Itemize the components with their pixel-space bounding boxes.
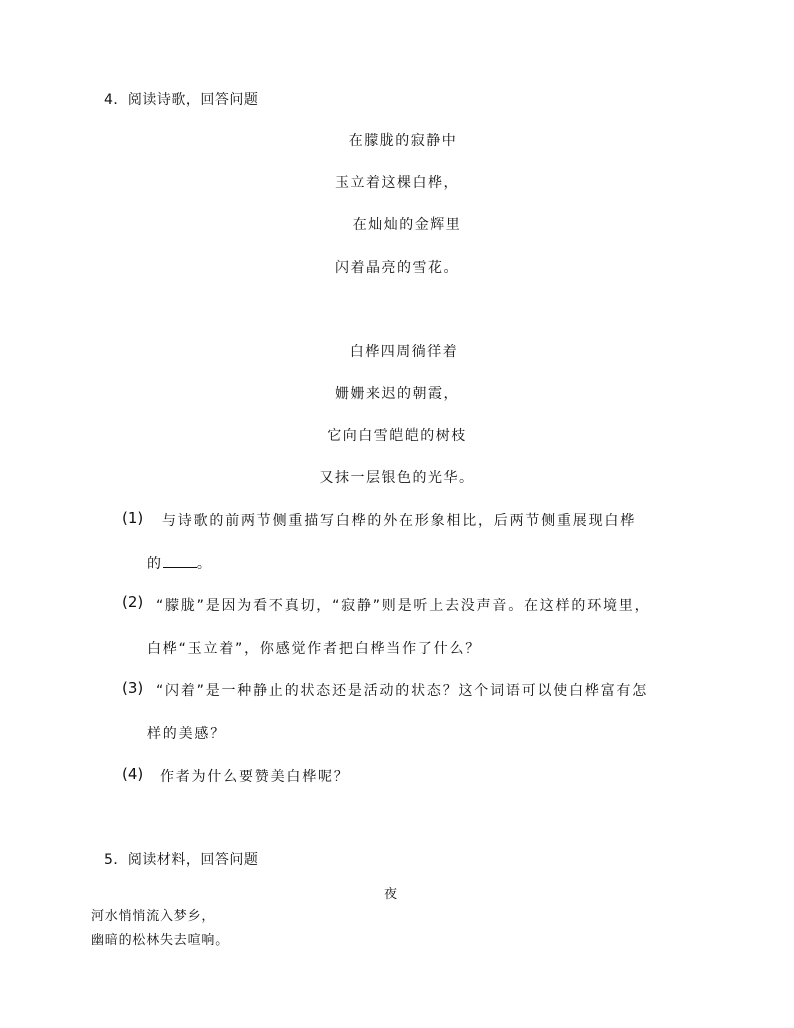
q4-heading: 4．阅读诗歌，回答问题	[104, 92, 259, 108]
subquestion-text-cont	[147, 553, 213, 573]
poem-line: 又抹一层银色的光华。	[319, 470, 475, 486]
poem-line: 在灿灿的金辉里	[352, 217, 462, 233]
subquestion-number: (2)	[122, 593, 144, 611]
subquestion-text: 与诗歌的前两节侧重描写白桦的外在形象相比，后两节侧重展现白桦	[162, 513, 636, 529]
subquestion-text: “朦胧”是因为看不真切，“寂静”则是听上去没声音。在这样的环境里，	[156, 598, 651, 614]
answer-blank[interactable]	[163, 553, 197, 568]
subquestion-number: (1)	[122, 509, 144, 527]
poem-line: 姗姗来迟的朝霞，	[335, 386, 459, 402]
subquestion-text-before-blank: 的	[147, 556, 163, 572]
poem-line: 在朦胧的寂静中	[348, 133, 458, 149]
poem-line: 闪着晶亮的雪花。	[335, 260, 459, 276]
material-line: 河水悄悄流入梦乡，	[91, 909, 216, 924]
material-line: 幽暗的松林失去喧响。	[91, 933, 230, 948]
subquestion-text-after-blank: 。	[196, 556, 213, 572]
q5-heading: 5．阅读材料，回答问题	[104, 852, 259, 868]
poem-line: 它向白雪皑皑的树枝	[327, 428, 467, 444]
subquestion-number: (4)	[122, 765, 144, 783]
subquestion-text-cont: 样的美感？	[147, 726, 226, 742]
poem-line: 玉立着这棵白桦，	[335, 175, 459, 191]
subquestion-text: 作者为什么要赞美白桦呢？	[160, 769, 350, 785]
material-title: 夜	[384, 887, 398, 902]
subquestion-text: “闪着”是一种静止的状态还是活动的状态？这个词语可以使白桦富有怎	[156, 683, 649, 699]
poem-line: 白桦四周徜徉着	[349, 344, 459, 360]
subquestion-number: (3)	[122, 679, 144, 697]
subquestion-text-cont: 白桦“玉立着”，你感觉作者把白桦当作了什么？	[147, 641, 482, 657]
